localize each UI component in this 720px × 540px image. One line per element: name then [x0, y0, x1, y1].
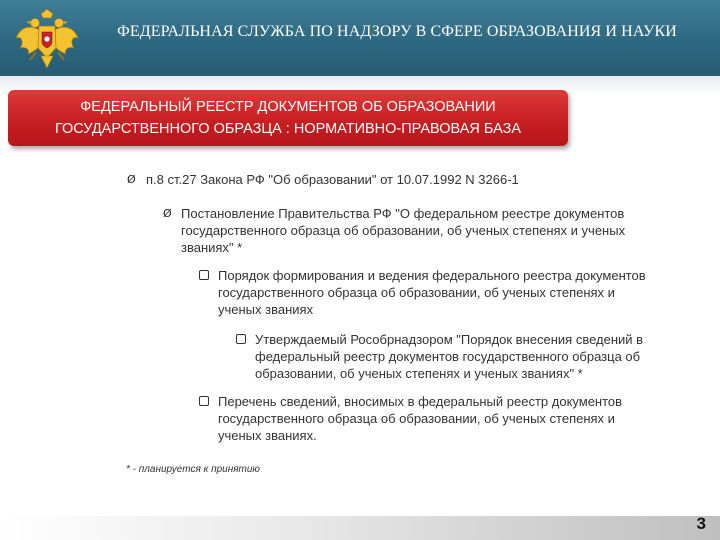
list-item-text: Перечень сведений, вносимых в федеральный реестр документов	[218, 394, 623, 409]
list-item-text: званиях" *	[181, 240, 243, 255]
list-item-text: государственного образца об образовании, об ученых степенях и	[218, 411, 615, 426]
list-item-text: образовании, об ученых степенях и ученых званиях" *	[255, 366, 583, 381]
agency-title: ФЕДЕРАЛЬНАЯ СЛУЖБА ПО НАДЗОРУ В СФЕРЕ ОБРАЗОВАНИЯ И НАУКИ	[117, 23, 677, 40]
list-item-text: федеральный реестр документов государственного образца об	[255, 349, 641, 364]
arrow-bullet-icon: Ø	[163, 207, 172, 220]
checkbox-bullet-icon	[235, 331, 249, 348]
arrow-bullet-icon: Ø	[127, 173, 136, 186]
slide-title-line-2: ГОСУДАРСТВЕННОГО ОБРАЗЦА : НОРМАТИВНО-ПРАВОВАЯ БАЗА	[54, 121, 522, 137]
page-number: 3	[696, 514, 706, 533]
list-item-text: п.8 ст.27 Закона РФ "Об образовании" от 10.07.1992 N 3266-1	[146, 172, 519, 187]
list-item-text: Постановление Правительства РФ "О федеральном реестре документов	[181, 206, 625, 221]
list-item-text: ученых званиях	[218, 302, 314, 317]
list-item-text: Порядок формирования и ведения федерального реестра документов	[218, 268, 646, 283]
footnote: * - планируется к принятию	[126, 464, 260, 475]
checkbox-bullet-icon	[198, 267, 212, 284]
checkbox-bullet-icon	[198, 393, 212, 410]
list-item-text: государственного образца об образовании, об ученых степенях и	[218, 285, 615, 300]
list-item-text: Утверждаемый Рособрнадзором "Порядок внесения сведений в	[255, 332, 644, 347]
list-item-text: ученых званиях.	[218, 428, 317, 443]
footer-bar	[0, 516, 720, 540]
slide-title-line-1: ФЕДЕРАЛЬНЫЙ РЕЕСТР ДОКУМЕНТОВ ОБ ОБРАЗОВАНИИ	[80, 99, 496, 115]
list-item-text: государственного образца об образовании, об ученых степенях и ученых	[181, 223, 626, 238]
